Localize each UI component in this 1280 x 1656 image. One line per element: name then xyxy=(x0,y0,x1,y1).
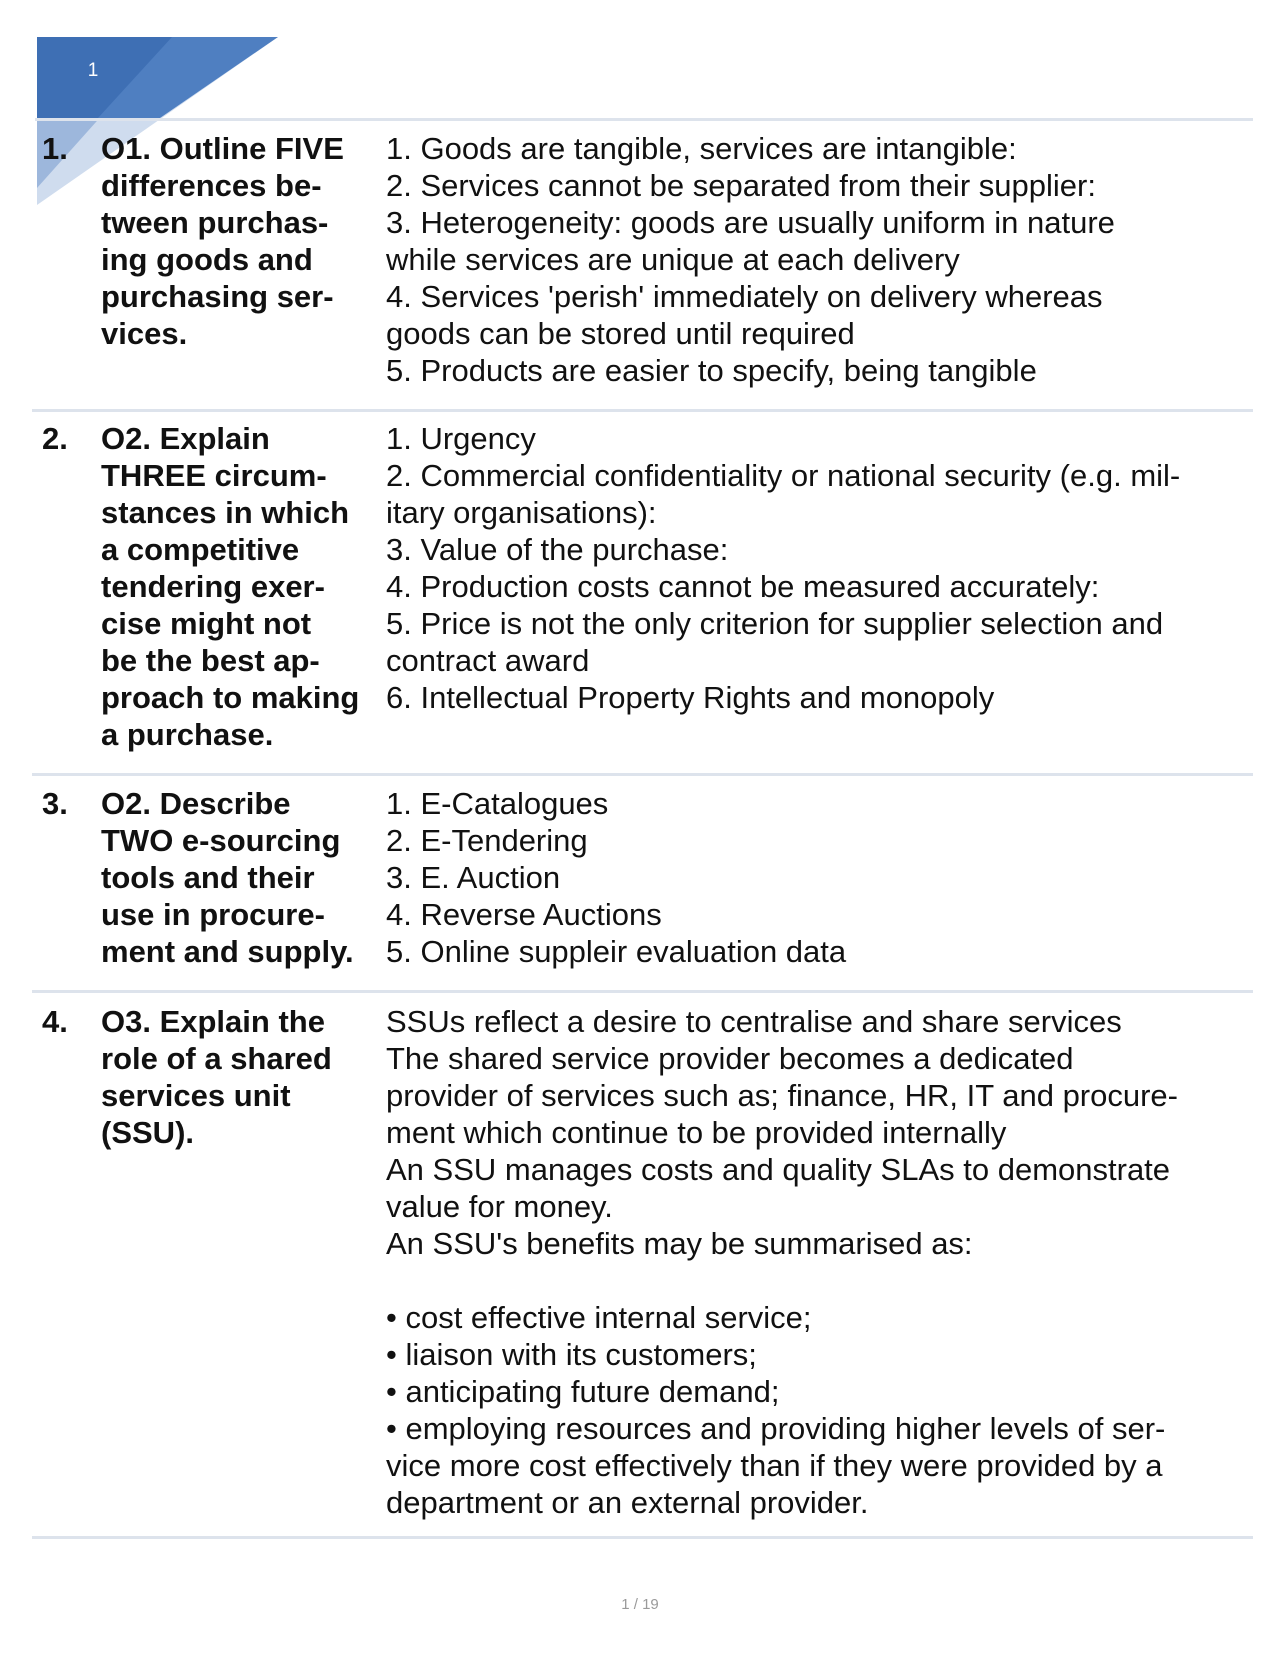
top-divider xyxy=(35,118,1253,121)
row-divider xyxy=(32,773,1253,776)
question-text: O1. Outline FIVE differences be- tween purchas- ing goods and purchasing ser- vices. xyxy=(101,131,344,351)
answer-text: 1. E-Catalogues 2. E-Tendering 3. E. Auction 4. Reverse Auctions 5. Online suppleir evaluation data xyxy=(386,786,847,969)
answer-text: 1. Goods are tangible, services are intangible: 2. Services cannot be separated from their supplier: 3. Heterogeneity: goods are usually uniform in nature while services are unique at each delivery 4. Services 'perish' immediately on delivery whereas goods can be stored until required 5. Products are easier to specify, being tangible xyxy=(386,131,1115,388)
question-number: 3. xyxy=(42,786,68,821)
question-number: 1. xyxy=(42,131,68,166)
question-text: O2. Explain THREE circum- stances in which a competitive tendering exer- cise might not be the best ap- proach to making a purchase. xyxy=(101,421,360,752)
answer-text: 1. Urgency 2. Commercial confidentiality or national security (e.g. mil- itary organisations): 3. Value of the purchase: 4. Production costs cannot be measured accurately: 5. Price is not the only criterion for supplier selection and contract award 6. Intellectual Property Rights and monopoly xyxy=(386,421,1181,715)
row-divider xyxy=(32,409,1253,412)
row-divider xyxy=(32,990,1253,993)
page-badge-number: 1 xyxy=(87,60,99,81)
question-number: 4. xyxy=(42,1004,68,1039)
page-indicator: 1 / 19 xyxy=(621,1596,659,1613)
answer-text: SSUs reflect a desire to centralise and share services The shared service provider becomes a dedicated provider of services such as; finance, HR, IT and procure- ment which continue to be provided internally An SSU manages costs and quality SLAs to demonstrate value for money. An SSU's benefits may be summarised as: • cost effective internal service; • liaison with its customers; • anticipating future demand; • employing resources and providing higher levels of ser- vice more cost effectively than if they were provided by a department or an external provider. xyxy=(386,1004,1178,1520)
question-text: O3. Explain the role of a shared services unit (SSU). xyxy=(101,1004,332,1150)
question-number: 2. xyxy=(42,421,68,456)
question-text: O2. Describe TWO e-sourcing tools and their use in procure- ment and supply. xyxy=(101,786,354,969)
row-divider xyxy=(32,1536,1253,1539)
